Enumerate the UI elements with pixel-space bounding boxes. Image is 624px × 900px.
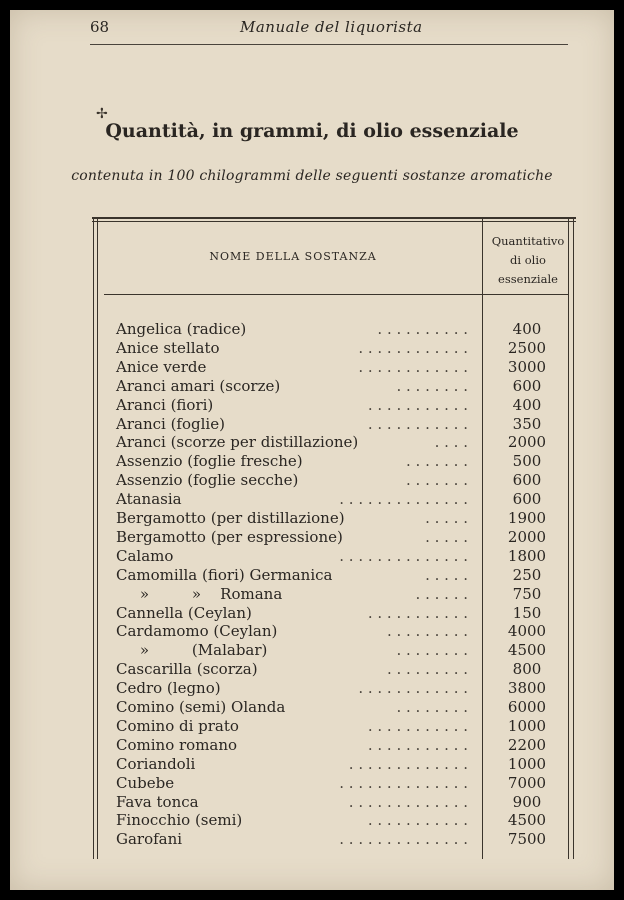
table-row xyxy=(104,585,568,604)
table-row xyxy=(104,736,568,755)
dot-leader: . . . . . . . . xyxy=(396,376,468,395)
oil-quantity: 600 xyxy=(512,471,542,490)
dot-leader: . . . . . . . . . . . xyxy=(367,811,468,830)
substance-name: Cardamomo (Ceylan) xyxy=(116,622,278,641)
substance-name: Aranci (scorze per distillazione) xyxy=(116,433,359,452)
substance-name: Garofani xyxy=(116,830,183,849)
column-header-quantity-line: essenziale xyxy=(498,272,558,286)
substance-name: Cannella (Ceylan) xyxy=(116,603,252,622)
dot-leader: . . . . . xyxy=(425,527,468,546)
substance-name: Comino (semi) Olanda xyxy=(116,698,286,716)
dot-leader: . . . . . . . . . . . xyxy=(367,603,468,622)
oil-quantity: 400 xyxy=(512,320,542,338)
dot-leader: . . . . . . . . xyxy=(396,641,468,660)
substance-name: Fava tonca xyxy=(116,792,199,811)
oil-quantity: 800 xyxy=(512,660,542,679)
oil-quantity: 350 xyxy=(512,414,542,433)
dot-leader: . . . . . . . . . . . . . . xyxy=(339,830,468,849)
dot-leader: . . . . . . . . . . . . . . xyxy=(339,546,468,565)
substance-name: Anice stellato xyxy=(116,338,220,357)
oil-quantity: 250 xyxy=(512,565,542,584)
table-row xyxy=(104,547,568,566)
table-top-rule xyxy=(92,217,576,219)
substance-name: Cubebe xyxy=(116,773,175,792)
table-row xyxy=(104,358,568,377)
oil-quantity: 3800 xyxy=(507,679,547,698)
oil-quantity: 500 xyxy=(512,452,542,471)
dot-leader: . . . . . . . . . . . . xyxy=(358,338,468,357)
table-row xyxy=(104,377,568,396)
dot-leader: . . . . . xyxy=(425,565,468,584)
dot-leader: . . . . . . . . . . . . . . xyxy=(339,773,468,792)
column-header-quantity-line: di olio xyxy=(510,253,546,267)
table-row xyxy=(104,452,568,471)
column-header-quantity xyxy=(484,232,572,289)
table-row xyxy=(104,698,568,717)
table-row xyxy=(104,528,568,547)
oil-quantity: 400 xyxy=(512,395,542,414)
dot-leader: . . . . . . . . . xyxy=(386,622,468,641)
dot-leader: . . . . . . . . . . . . . xyxy=(348,792,468,811)
substance-name: Cascarilla (scorza) xyxy=(116,660,258,679)
table-row xyxy=(104,679,568,698)
dot-leader: . . . . . . . . . . . xyxy=(367,414,468,433)
dot-leader: . . . . . . . . . . . . xyxy=(358,679,468,698)
oil-quantity: 7000 xyxy=(507,773,547,792)
table-top-rule-inner xyxy=(92,221,576,222)
substance-name: Cedro (legno) xyxy=(116,679,221,698)
oil-quantity: 2500 xyxy=(507,338,547,357)
substance-name: Bergamotto (per distillazione) xyxy=(116,509,345,527)
substance-name: Assenzio (foglie secche) xyxy=(116,471,299,490)
oil-quantity: 7500 xyxy=(507,830,547,849)
oil-quantity: 600 xyxy=(512,490,542,509)
page-title: Quantità, in grammi, di olio essenziale xyxy=(105,120,519,142)
oil-quantity: 150 xyxy=(512,603,542,622)
substance-name: » (Malabar) xyxy=(116,641,268,660)
table-row xyxy=(104,830,568,849)
table-right-rule xyxy=(573,217,574,859)
substance-name: Assenzio (foglie fresche) xyxy=(116,452,303,471)
running-title: Manuale del liquorista xyxy=(240,18,423,36)
dot-leader: . . . . . . . . . xyxy=(386,660,468,679)
table-row xyxy=(104,566,568,585)
dot-leader: . . . . . . . . . . . xyxy=(367,735,468,754)
table-row xyxy=(104,811,568,830)
oil-quantity: 4500 xyxy=(507,641,547,660)
substance-name: Camomilla (fiori) Germanica xyxy=(116,565,333,584)
dot-leader: . . . . . . . . xyxy=(396,698,468,716)
table-left-rule xyxy=(93,217,94,859)
substance-name: Anice verde xyxy=(116,357,207,376)
table-row xyxy=(104,622,568,641)
substance-name: Aranci (foglie) xyxy=(116,414,225,433)
oil-quantity: 2000 xyxy=(507,433,547,452)
dot-leader: . . . . . . xyxy=(415,584,468,603)
oil-quantity: 4500 xyxy=(507,811,547,830)
oil-quantity: 600 xyxy=(512,376,542,395)
table-row xyxy=(104,604,568,623)
table-row xyxy=(104,471,568,490)
dot-leader: . . . . . . . . . . . xyxy=(367,395,468,414)
dot-leader: . . . . . . . . . . . xyxy=(367,716,468,735)
oil-quantity: 750 xyxy=(512,584,542,603)
substance-name: Aranci (fiori) xyxy=(116,395,214,414)
substance-name: Aranci amari (scorze) xyxy=(116,376,281,395)
dot-leader: . . . . . . . . . . xyxy=(377,320,468,338)
table-row xyxy=(104,339,568,358)
column-header-quantity-line: Quantitativo xyxy=(491,234,565,248)
table-row xyxy=(104,717,568,736)
oil-quantity: 1000 xyxy=(507,716,547,735)
substance-name: Comino di prato xyxy=(116,716,239,735)
print-mark-icon: ✢ xyxy=(96,106,108,122)
substance-name: Bergamotto (per espressione) xyxy=(116,527,343,546)
table-row xyxy=(104,433,568,452)
page-number: 68 xyxy=(90,18,110,36)
table-row xyxy=(104,641,568,660)
oil-quantity: 4000 xyxy=(507,622,547,641)
page-subtitle: contenuta in 100 chilogrammi delle seguenti sostanze aromatiche xyxy=(71,168,553,184)
substance-name: » » Romana xyxy=(116,584,283,603)
page-header xyxy=(90,18,568,45)
substance-name: Finocchio (semi) xyxy=(116,811,243,830)
table-header-rule xyxy=(104,294,568,295)
oil-quantity: 2000 xyxy=(507,527,547,546)
dot-leader: . . . . . . . . . . . . . xyxy=(348,754,468,773)
table-row xyxy=(104,774,568,793)
table-row xyxy=(104,490,568,509)
substance-name: Calamo xyxy=(116,546,174,565)
dot-leader: . . . . . xyxy=(425,509,468,527)
table-left-rule-inner xyxy=(97,217,98,859)
column-header-name: NOME DELLA SOSTANZA xyxy=(209,250,377,263)
table-row xyxy=(104,415,568,434)
oil-quantity: 3000 xyxy=(507,357,547,376)
table-row xyxy=(104,509,568,528)
dot-leader: . . . . . . . . . . . . . . xyxy=(339,490,468,509)
substance-name: Atanasia xyxy=(116,490,182,509)
table-row xyxy=(104,755,568,774)
dot-leader: . . . . xyxy=(434,433,468,452)
substance-name: Angelica (radice) xyxy=(116,320,247,338)
substance-name: Coriandoli xyxy=(116,754,196,773)
table-row xyxy=(104,320,568,339)
oil-quantity: 1900 xyxy=(507,509,547,527)
oil-quantity: 900 xyxy=(512,792,542,811)
dot-leader: . . . . . . . xyxy=(406,452,468,471)
table-row xyxy=(104,793,568,812)
table-row xyxy=(104,396,568,415)
substance-name: Comino romano xyxy=(116,735,238,754)
oil-quantity: 1800 xyxy=(507,546,547,565)
oil-quantity: 1000 xyxy=(507,754,547,773)
dot-leader: . . . . . . . . . . . . xyxy=(358,357,468,376)
table-row xyxy=(104,660,568,679)
oil-quantity: 2200 xyxy=(507,735,547,754)
dot-leader: . . . . . . . xyxy=(406,471,468,490)
oil-quantity: 6000 xyxy=(507,698,547,716)
